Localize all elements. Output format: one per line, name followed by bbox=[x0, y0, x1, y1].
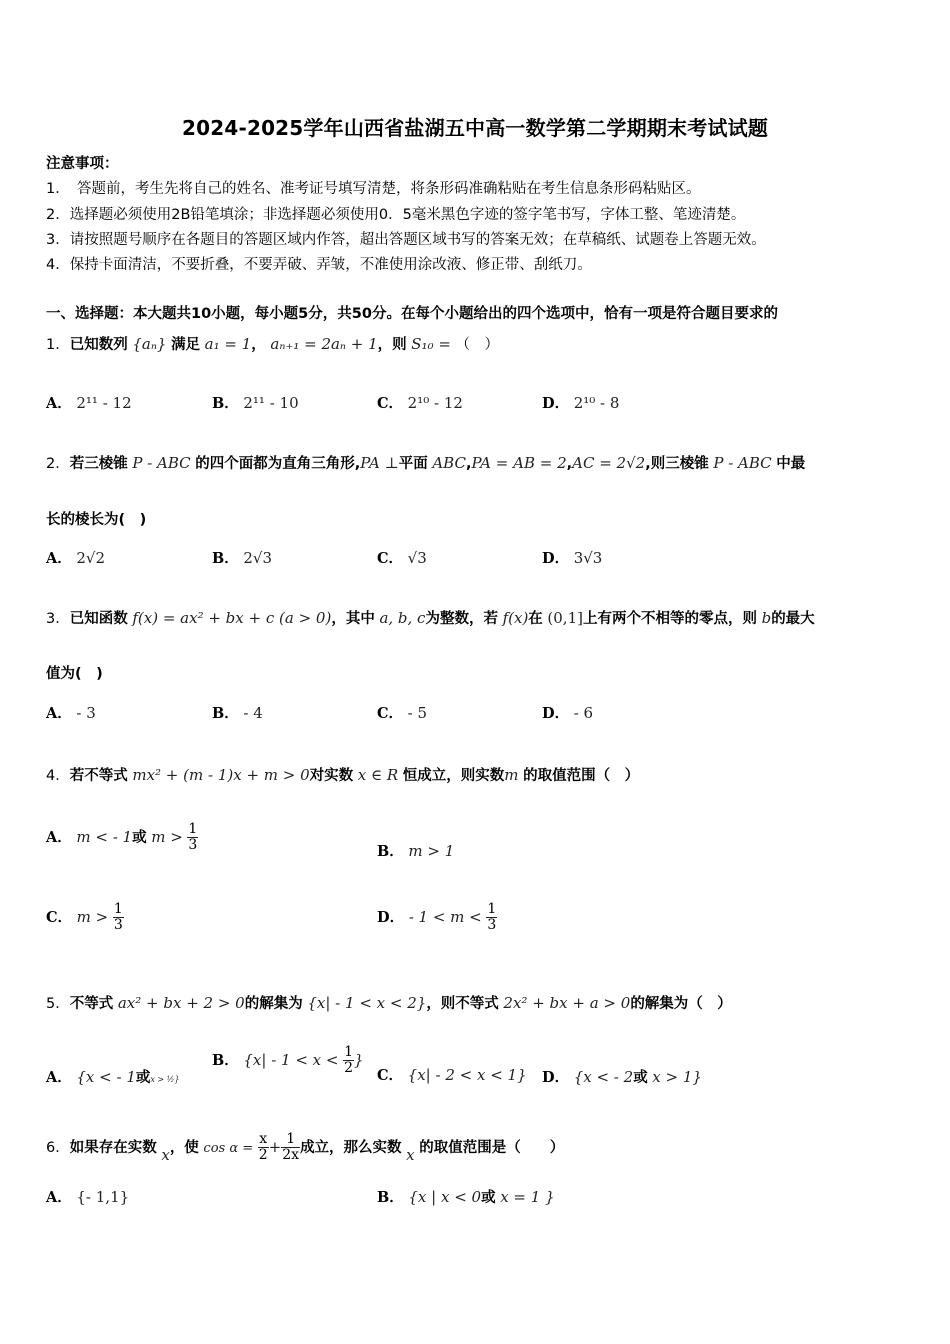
q5-option-b[interactable]: B． {x| - 1 < x < $\frac{1}{2}$ } bbox=[212, 1044, 364, 1077]
q4-option-a[interactable]: A． m < - 1或 m > $\frac{1}{3}$ bbox=[46, 821, 198, 854]
q4-option-c[interactable]: C． m > $\frac{1}{3}$ bbox=[46, 901, 123, 934]
fraction: $\frac{1}{3}$ bbox=[487, 901, 497, 934]
question-1: 1．已知数列 {aₙ} 满足 a₁ = 1， aₙ₊₁ = 2aₙ + 1，则 S₁₀ = （ ） bbox=[46, 335, 500, 353]
notice-item-3: 3．请按照题号顺序在各题目的答题区域内作答，超出答题区域书写的答案无效；在草稿纸、试题卷上答题无效。 bbox=[46, 232, 766, 248]
q5-option-d[interactable]: D． {x < - 2或 x > 1} bbox=[542, 1068, 702, 1086]
q1-option-d[interactable]: D． 2¹⁰ - 8 bbox=[542, 394, 620, 412]
q1-option-a[interactable]: A． 2¹¹ - 12 bbox=[46, 394, 132, 412]
q5-option-a[interactable]: A． {x < - 1或x > ½} bbox=[46, 1068, 180, 1086]
question-3: 3．已知函数 f(x) = ax² + bx + c (a > 0)，其中 a, b, c为整数，若 f(x)在 (0,1]上有两个不相等的零点，则 b的最大 bbox=[46, 609, 815, 627]
section-heading: 一、选择题：本大题共10小题，每小题5分，共50分。在每个小题给出的四个选项中，恰有一项是符合题目要求的 bbox=[46, 306, 778, 322]
q3-option-d[interactable]: D． - 6 bbox=[542, 704, 594, 722]
q4-option-b[interactable]: B． m > 1 bbox=[377, 842, 455, 860]
q2-option-d[interactable]: D． 3√3 bbox=[542, 549, 603, 567]
notice-item-1: 1． 答题前，考生先将自己的姓名、准考证号填写清楚，将条形码准确粘贴在考生信息条形码粘贴区。 bbox=[46, 181, 701, 197]
question-5: 5．不等式 ax² + bx + 2 > 0的解集为 {x| - 1 < x < 2}，则不等式 2x² + bx + a > 0的解集为（ ） bbox=[46, 994, 732, 1012]
question-number: 3． bbox=[46, 611, 70, 627]
fraction: $\frac{1}{3}$ bbox=[113, 901, 123, 934]
q2-option-b[interactable]: B． 2√3 bbox=[212, 549, 273, 567]
math-expr: {aₙ} bbox=[132, 335, 167, 353]
fraction: $\frac{x}{2}$ bbox=[258, 1131, 268, 1164]
math-expr: S₁₀ = bbox=[411, 335, 451, 353]
q3-option-b[interactable]: B． - 4 bbox=[212, 704, 263, 722]
math-expr: a₁ = 1 bbox=[204, 335, 252, 353]
q3-option-a[interactable]: A． - 3 bbox=[46, 704, 96, 722]
notice-item-4: 4．保持卡面清洁，不要折叠，不要弄破、弄皱，不准使用涂改液、修正带、刮纸刀。 bbox=[46, 257, 592, 273]
question-3-continued: 值为( ) bbox=[46, 666, 103, 682]
q1-option-b[interactable]: B． 2¹¹ - 10 bbox=[212, 394, 299, 412]
question-number: 4． bbox=[46, 768, 70, 784]
q2-option-a[interactable]: A． 2√2 bbox=[46, 549, 106, 567]
math-expr: aₙ₊₁ = 2aₙ + 1 bbox=[270, 335, 378, 353]
question-number: 1． bbox=[46, 337, 70, 353]
question-number: 6． bbox=[46, 1139, 70, 1156]
question-4: 4．若不等式 mx² + (m - 1)x + m > 0对实数 x ∈ R 恒成立，则实数m 的取值范围（ ） bbox=[46, 766, 640, 784]
notice-heading: 注意事项： bbox=[46, 156, 119, 172]
fraction: $\frac{1}{2x}$ bbox=[282, 1131, 300, 1164]
q5-option-c[interactable]: C． {x| - 2 < x < 1} bbox=[377, 1066, 527, 1084]
question-2-continued: 长的棱长为( ) bbox=[46, 512, 147, 528]
fraction: $\frac{1}{2}$ bbox=[344, 1044, 354, 1077]
notice-item-2: 2．选择题必须使用2B铅笔填涂；非选择题必须使用0．5毫米黑色字迹的签字笔书写，字体工整、笔迹清楚。 bbox=[46, 207, 746, 223]
exam-title: 2024-2025学年山西省盐湖五中高一数学第二学期期末考试试题 bbox=[181, 116, 769, 140]
question-number: 2． bbox=[46, 456, 70, 472]
q4-option-d[interactable]: D． - 1 < m < $\frac{1}{3}$ bbox=[377, 901, 497, 934]
q1-option-c[interactable]: C． 2¹⁰ - 12 bbox=[377, 394, 463, 412]
question-number: 5． bbox=[46, 996, 70, 1012]
question-2: 2．若三棱锥 P - ABC 的四个面都为直角三角形,PA ⊥平面 ABC,PA = AB = 2,AC = 2√2,则三棱锥 P - ABC 中最 bbox=[46, 454, 806, 472]
question-6: 6．如果存在实数 x，使 cos α = $\frac{x}{2}$ + $\frac{1}{2x}$ 成立，那么实数 x 的取值范围是（ ） bbox=[46, 1131, 565, 1164]
q6-option-b[interactable]: B． {x | x < 0或 x = 1 } bbox=[377, 1188, 555, 1206]
fraction: $\frac{1}{3}$ bbox=[188, 821, 198, 854]
q6-option-a[interactable]: A． {- 1,1} bbox=[46, 1188, 130, 1206]
q2-option-c[interactable]: C． √3 bbox=[377, 549, 427, 567]
q3-option-c[interactable]: C． - 5 bbox=[377, 704, 428, 722]
